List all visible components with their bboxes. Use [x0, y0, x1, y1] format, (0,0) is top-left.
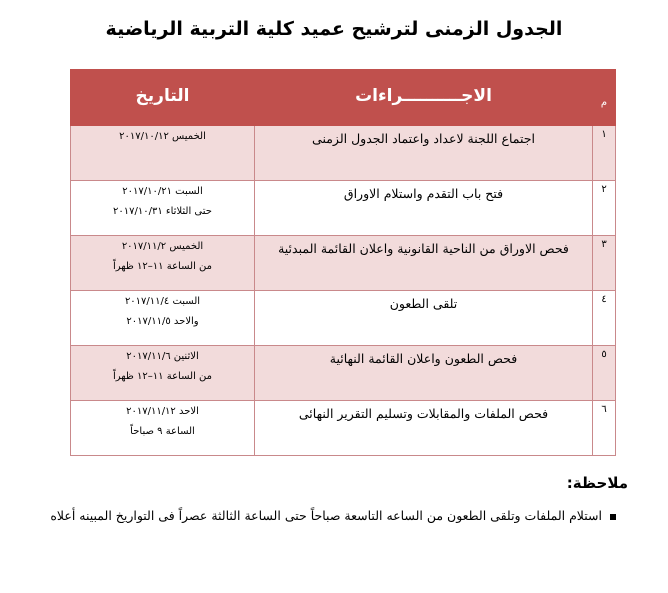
- date-line: والاحد ٢٠١٧/١١/٥: [126, 316, 199, 327]
- row-date: [71, 236, 255, 291]
- table-row: [71, 126, 616, 181]
- date-line: الخميس ٢٠١٧/١٠/١٢: [119, 131, 206, 142]
- row-action: تلقى الطعون: [255, 291, 593, 346]
- table-header-row: [71, 70, 616, 126]
- row-number: ٢: [593, 181, 616, 236]
- date-line: الاحد ٢٠١٧/١١/١٢: [126, 406, 199, 417]
- table-row: [71, 236, 616, 291]
- header-actions: الاجــــــــــراءات: [255, 70, 593, 126]
- row-date: [71, 126, 255, 181]
- row-date: [71, 346, 255, 401]
- date-line: السبت ٢٠١٧/١١/٤: [124, 296, 201, 307]
- bullet-icon: [610, 514, 616, 520]
- row-date: [71, 291, 255, 346]
- date-line: الساعة ٩ صباحاً: [130, 426, 195, 437]
- note-item-text: استلام الملفات وتلقى الطعون من الساعه التاسعة صباحاً حتى الساعة الثالثة عصراً فى التواريخ المبينه أعلاه: [50, 508, 602, 523]
- date-line: الخميس ٢٠١٧/١١/٢: [121, 241, 204, 252]
- row-action: اجتماع اللجنة لاعداد واعتماد الجدول الزمنى: [255, 126, 593, 181]
- row-number: ٥: [593, 346, 616, 401]
- row-number: ٦: [593, 401, 616, 456]
- row-action: فحص الملفات والمقابلات وتسليم التقرير النهائى: [255, 401, 593, 456]
- note-heading: ملاحظة:: [566, 474, 628, 492]
- date-line: من الساعة ١١–١٢ ظهراً: [113, 261, 212, 272]
- document-title: الجدول الزمنى لترشيح عميد كلية التربية الرياضية: [105, 18, 563, 40]
- row-action: فحص الطعون واعلان القائمة النهائية: [255, 346, 593, 401]
- date-line: من الساعة ١١–١٢ ظهراً: [113, 371, 212, 382]
- row-number: ٤: [593, 291, 616, 346]
- note-item: [50, 508, 616, 523]
- table-row: [71, 181, 616, 236]
- table-row: [71, 346, 616, 401]
- row-date: [71, 401, 255, 456]
- row-number: ١: [593, 126, 616, 181]
- row-date: [71, 181, 255, 236]
- schedule-table: [70, 69, 616, 456]
- date-line: السبت ٢٠١٧/١٠/٢١: [122, 186, 203, 197]
- table-row: [71, 401, 616, 456]
- table-row: [71, 291, 616, 346]
- row-action: فحص الاوراق من الناحية القانونية واعلان القائمة المبدئية: [255, 236, 593, 291]
- row-number: ٣: [593, 236, 616, 291]
- date-line: الاثنين ٢٠١٧/١١/٦: [126, 351, 199, 362]
- row-action: فتح باب التقدم واستلام الاوراق: [255, 181, 593, 236]
- date-line: حتى الثلاثاء ٢٠١٧/١٠/٣١: [113, 206, 212, 217]
- header-date: التاريخ: [71, 70, 255, 126]
- header-number: م: [593, 70, 616, 126]
